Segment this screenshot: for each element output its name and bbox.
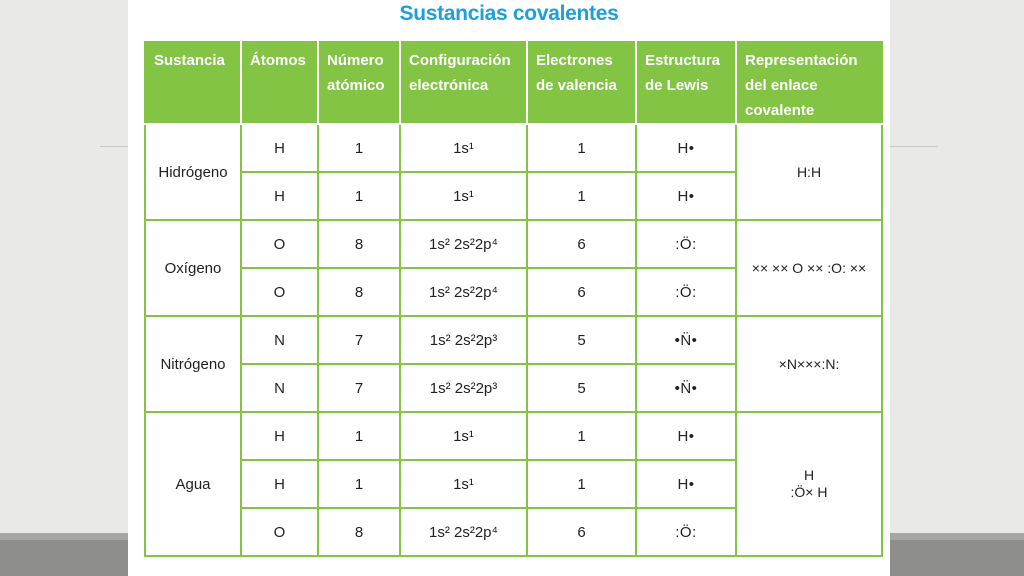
valence-cell: 6 bbox=[527, 220, 636, 268]
atom-cell: H bbox=[241, 460, 318, 508]
atomic-number-cell: 8 bbox=[318, 268, 400, 316]
config-cell: 1s¹ bbox=[400, 172, 527, 220]
substance-name: Oxígeno bbox=[145, 220, 241, 316]
table-row bbox=[145, 412, 882, 460]
atomic-number-cell: 7 bbox=[318, 316, 400, 364]
lewis-cell: •N̈• bbox=[636, 316, 736, 364]
valence-cell: 1 bbox=[527, 124, 636, 172]
valence-cell: 6 bbox=[527, 268, 636, 316]
header-row bbox=[145, 41, 882, 124]
config-cell: 1s² 2s²2p⁴ bbox=[400, 220, 527, 268]
header-estructura-lewis: Estructura de Lewis bbox=[636, 41, 736, 124]
atomic-number-cell: 1 bbox=[318, 412, 400, 460]
header-numero-atomico: Número atómico bbox=[318, 41, 400, 124]
atomic-number-cell: 1 bbox=[318, 172, 400, 220]
config-cell: 1s¹ bbox=[400, 460, 527, 508]
valence-cell: 5 bbox=[527, 364, 636, 412]
substance-name: Hidrógeno bbox=[145, 124, 241, 220]
representation-cell bbox=[736, 412, 882, 556]
representation-top: H bbox=[803, 467, 815, 483]
config-cell: 1s² 2s²2p³ bbox=[400, 316, 527, 364]
lewis-cell: :Ö: bbox=[636, 220, 736, 268]
page-title: Sustancias covalentes bbox=[399, 2, 619, 25]
atomic-number-cell: 1 bbox=[318, 460, 400, 508]
substance-name: Nitrógeno bbox=[145, 316, 241, 412]
config-cell: 1s¹ bbox=[400, 124, 527, 172]
config-cell: 1s² 2s²2p⁴ bbox=[400, 268, 527, 316]
atomic-number-cell: 7 bbox=[318, 364, 400, 412]
valence-cell: 5 bbox=[527, 316, 636, 364]
representation-mid: :Ö× H bbox=[790, 484, 828, 500]
lewis-cell: H• bbox=[636, 412, 736, 460]
lewis-cell: •N̈• bbox=[636, 364, 736, 412]
lewis-cell: :Ö: bbox=[636, 268, 736, 316]
table-row bbox=[145, 220, 882, 268]
table-row bbox=[145, 124, 882, 172]
header-sustancia: Sustancia bbox=[145, 41, 241, 124]
decorative-line-left bbox=[100, 146, 128, 147]
lewis-cell: H• bbox=[636, 460, 736, 508]
header-atomos: Átomos bbox=[241, 41, 318, 124]
atom-cell: N bbox=[241, 364, 318, 412]
representation-cell: ×N×××:N: bbox=[736, 316, 882, 412]
config-cell: 1s² 2s²2p⁴ bbox=[400, 508, 527, 556]
atom-cell: O bbox=[241, 268, 318, 316]
config-cell: 1s² 2s²2p³ bbox=[400, 364, 527, 412]
header-configuracion: Configuración electrónica bbox=[400, 41, 527, 124]
atomic-number-cell: 8 bbox=[318, 508, 400, 556]
config-cell: 1s¹ bbox=[400, 412, 527, 460]
atom-cell: O bbox=[241, 220, 318, 268]
valence-cell: 1 bbox=[527, 460, 636, 508]
valence-cell: 1 bbox=[527, 172, 636, 220]
covalent-table bbox=[144, 41, 883, 557]
lewis-cell: :Ö: bbox=[636, 508, 736, 556]
table-row bbox=[145, 316, 882, 364]
atom-cell: H bbox=[241, 172, 318, 220]
substance-name: Agua bbox=[145, 412, 241, 556]
representation-cell: ×× ×× O ×× :O: ×× bbox=[736, 220, 882, 316]
header-representacion: Representación del enlace covalente bbox=[736, 41, 882, 124]
header-electrones-valencia: Electrones de valencia bbox=[527, 41, 636, 124]
representation-cell: H:H bbox=[736, 124, 882, 220]
lewis-cell: H• bbox=[636, 124, 736, 172]
valence-cell: 6 bbox=[527, 508, 636, 556]
atom-cell: N bbox=[241, 316, 318, 364]
lewis-cell: H• bbox=[636, 172, 736, 220]
atomic-number-cell: 8 bbox=[318, 220, 400, 268]
atom-cell: O bbox=[241, 508, 318, 556]
atomic-number-cell: 1 bbox=[318, 124, 400, 172]
decorative-line-right bbox=[890, 146, 938, 147]
valence-cell: 1 bbox=[527, 412, 636, 460]
atom-cell: H bbox=[241, 412, 318, 460]
atom-cell: H bbox=[241, 124, 318, 172]
slide-panel bbox=[128, 0, 890, 576]
